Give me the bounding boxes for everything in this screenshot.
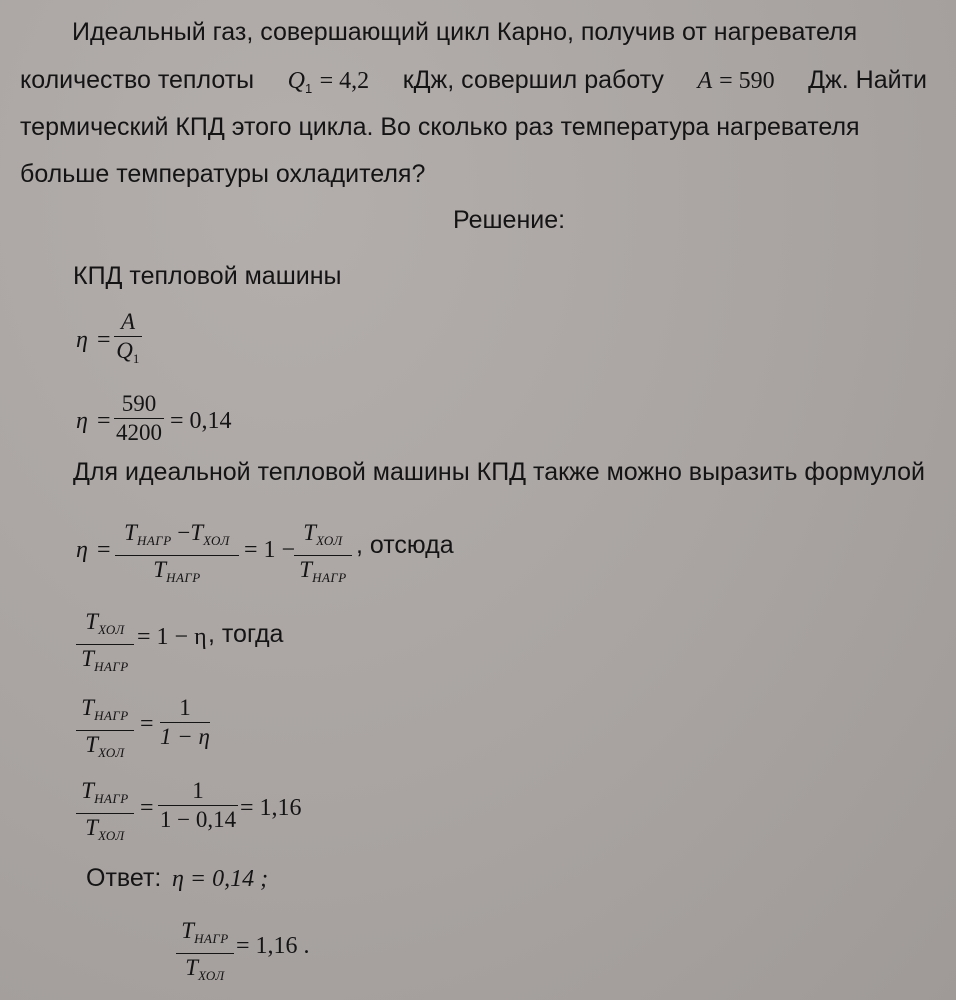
f3-t-nagr: $T_{НАГР}$ [299,557,347,585]
f2-eta: η [76,408,88,434]
f1-fraction [114,309,142,372]
ideal-machine-text: Для идеальной тепловой машины КПД также можно выразить формулой [73,458,925,486]
problem-heat-label: количество теплоты [20,66,255,94]
f5-one-minus-eta: 1 − η [160,724,210,749]
f5-fraction-left [76,695,134,766]
f6-one: 1 [192,778,204,803]
f4-togda: , тогда [208,620,284,648]
f4-rhs: = 1 − η [137,624,207,650]
f6-fraction-right [158,778,238,833]
answer-t-hol: $T_{ХОЛ}$ [185,955,225,983]
f6-one-minus-value: 1 − 0,14 [159,807,237,832]
answer-eta: η = 0,14 ; [172,866,269,892]
f3-denominator: $T_{НАГР}$ [153,557,201,585]
f1-numerator: A [120,309,136,334]
f6-t-nagr: $T_{НАГР}$ [81,778,129,806]
f6-result: = 1,16 [240,795,302,821]
f2-denominator: 4200 [116,420,162,445]
problem-q1-formula: $Q_1 = 4,2$ [287,68,370,96]
f5-one: 1 [179,695,191,720]
f2-fraction [114,391,164,446]
f4-t-nagr: $T_{НАГР}$ [81,646,129,674]
f3-t-hol: $T_{ХОЛ}$ [303,520,343,548]
answer-fraction [176,918,234,989]
answer-label: Ответ: [86,864,162,892]
f6-t-hol: $T_{ХОЛ}$ [85,815,125,843]
f5-fraction-right [160,695,210,750]
f5-t-hol: $T_{ХОЛ}$ [85,732,125,760]
f3-one-minus: = 1 − [244,537,296,563]
f6-eq: = [140,795,154,821]
problem-line-1: Идеальный газ, совершающий цикл Карно, получив от нагревателя [72,18,858,46]
f6-fraction-left [76,778,134,849]
problem-line-4: больше температуры охладителя? [20,160,426,188]
solution-heading: Решение: [453,206,566,234]
problem-a-formula: A = 590 [697,68,775,94]
answer-result: = 1,16 . [236,933,310,959]
f4-fraction [76,609,134,680]
kpd-label: КПД тепловой машины [73,262,342,290]
problem-work-label: кДж, совершил работу [402,66,664,94]
f3-fraction-1 [115,520,239,591]
f3-eta: η [76,537,88,563]
f5-eq: = [140,711,154,737]
answer-t-nagr: $T_{НАГР}$ [181,918,229,946]
f3-fraction-2 [294,520,352,591]
f3-eq: = [97,537,111,563]
f2-result: = 0,14 [170,408,232,434]
f1-eta: η [76,327,88,353]
f3-otsyuda: , отсюда [356,531,454,559]
f1-denominator: $Q_1$ [116,338,140,366]
problem-line-2 [20,66,927,96]
f2-numerator: 590 [121,391,157,416]
f5-t-nagr: $T_{НАГР}$ [81,695,129,723]
problem-find-label: Дж. Найти [808,66,927,94]
f4-t-hol: $T_{ХОЛ}$ [85,609,125,637]
f1-eq: = [97,327,111,353]
f2-eq: = [97,408,111,434]
problem-line-3: термический КПД этого цикла. Во сколько раз температура нагревателя [20,113,860,141]
f3-numerator: $T_{НАГР} -T_{ХОЛ}$ [124,520,230,548]
